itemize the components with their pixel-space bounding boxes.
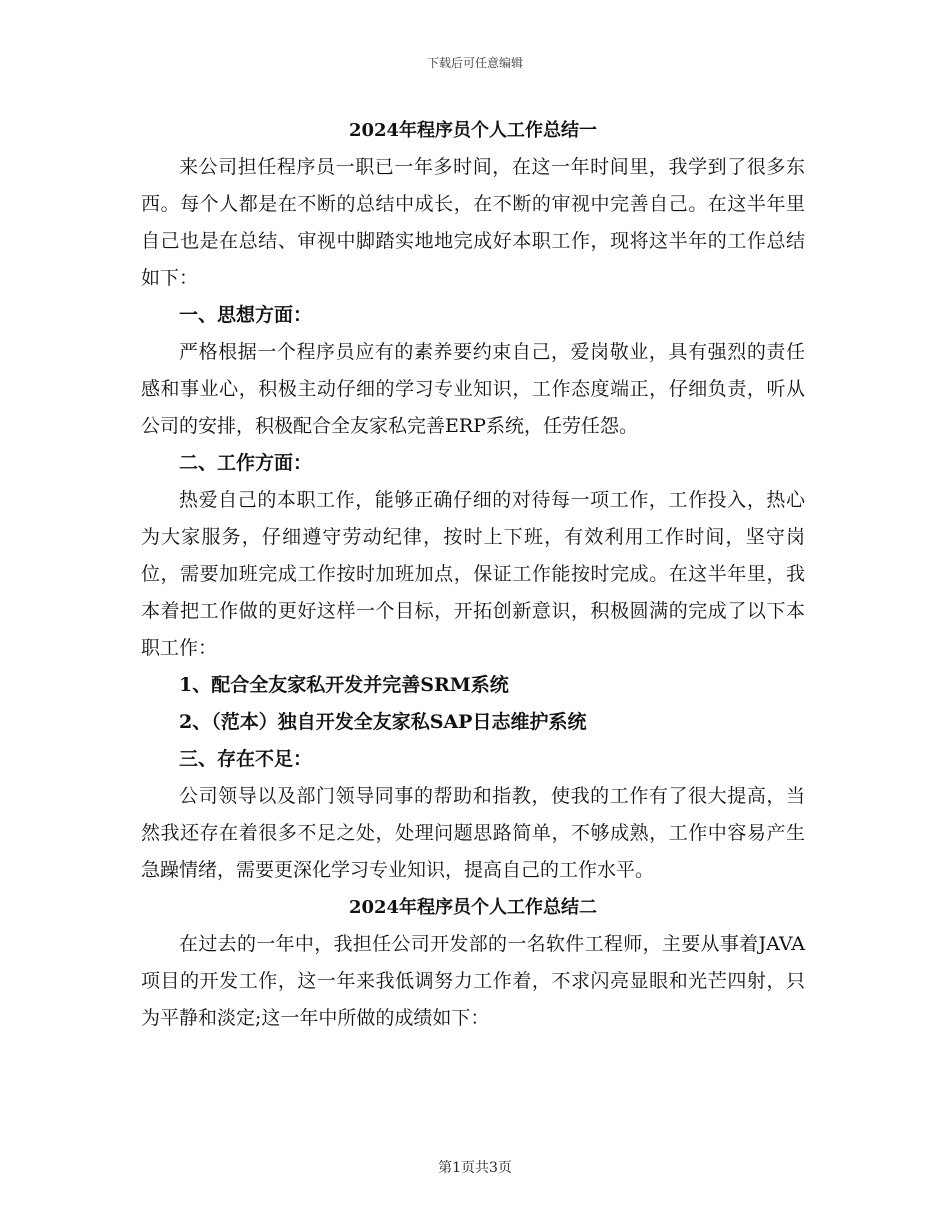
work-item-1: 1、配合全友家私开发并完善SRM系统	[179, 674, 509, 696]
section-1-title: 2024年程序员个人工作总结一	[348, 120, 598, 141]
heading-work: 二、工作方面：	[179, 452, 313, 474]
document-body	[141, 112, 805, 1037]
page-header-note: 下载后可任意编辑	[426, 56, 523, 70]
page-number: 第1页共3页	[438, 1160, 512, 1176]
paragraph-work: 热爱自己的本职工作，能够正确仔细的对待每一项工作，工作投入，热心为大家服务，仔细遵守劳动纪律，按时上下班，有效利用工作时间，坚守岗位，需要加班完成工作按时加班加点，保证工作能按时完成。在这半年里，我本着把工作做的更好这样一个目标，开拓创新意识，积极圆满的完成了以下本职工作：	[141, 489, 805, 659]
heading-shortcomings: 三、存在不足：	[179, 748, 313, 770]
section-2-title: 2024年程序员个人工作总结二	[348, 897, 598, 918]
paragraph-thought: 严格根据一个程序员应有的素养要约束自己，爱岗敬业，具有强烈的责任感和事业心，积极主动仔细的学习专业知识，工作态度端正，仔细负责，听从公司的安排，积极配合全友家私完善ERP系统，任劳任怨。	[141, 341, 805, 437]
section-1-intro: 来公司担任程序员一职已一年多时间，在这一年时间里，我学到了很多东西。每个人都是在不断的总结中成长，在不断的审视中完善自己。在这半年里自己也是在总结、审视中脚踏实地地完成好本职工作，现将这半年的工作总结如下：	[141, 156, 805, 289]
work-item-2: 2、（范本）独自开发全友家私SAP日志维护系统	[179, 711, 587, 733]
section-2-intro: 在过去的一年中，我担任公司开发部的一名软件工程师，主要从事着JAVA项目的开发工作，这一年来我低调努力工作着，不求闪亮显眼和光芒四射，只为平静和淡定;这一年中所做的成绩如下：	[141, 933, 805, 1029]
heading-thought: 一、思想方面：	[179, 304, 313, 326]
paragraph-shortcomings: 公司领导以及部门领导同事的帮助和指教，使我的工作有了很大提高，当然我还存在着很多不足之处，处理问题思路简单，不够成熟，工作中容易产生急躁情绪，需要更深化学习专业知识，提高自己的工作水平。	[141, 785, 805, 881]
